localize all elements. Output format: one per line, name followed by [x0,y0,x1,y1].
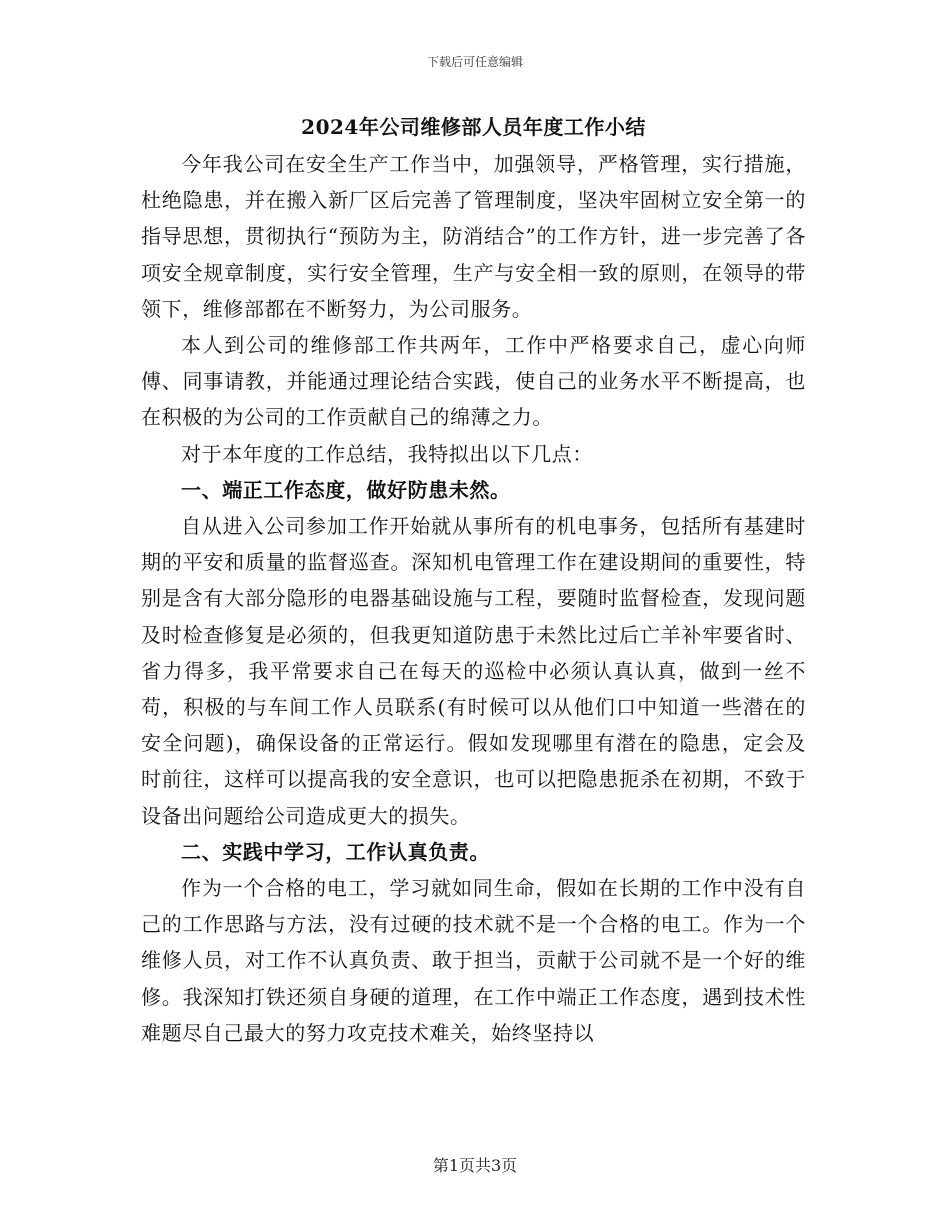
paragraph-section-1: 自从进入公司参加工作开始就从事所有的机电事务，包括所有基建时期的平安和质量的监督巡查。深知机电管理工作在建设期间的重要性，特别是含有大部分隐形的电器基础设施与工程，要随时监督检查，发现问题及时检查修复是必须的，但我更知道防患于未然比过后亡羊补牢要省时、省力得多，我平常要求自己在每天的巡检中必须认真认真，做到一丝不苟，积极的与车间工作人员联系(有时候可以从他们口中知道一些潜在的安全问题)，确保设备的正常运行。假如发现哪里有潜在的隐患，定会及时前往，这样可以提高我的安全意识，也可以把隐患扼杀在初期，不致于设备出问题给公司造成更大的损失。 [141,514,806,828]
page-header-note: 下载后可任意编辑 [426,55,523,69]
paragraph-experience: 本人到公司的维修部工作共两年，工作中严格要求自己，虚心向师傅、同事请教，并能通过理论结合实践，使自己的业务水平不断提高，也在积极的为公司的工作贡献自己的绵薄之力。 [141,333,806,430]
paragraph-intro: 今年我公司在安全生产工作当中，加强领导，严格管理，实行措施，杜绝隐患，并在搬入新厂区后完善了管理制度，坚决牢固树立安全第一的指导思想，贯彻执行“预防为主，防消结合”的工作方针，进一步完善了各项安全规章制度，实行安全管理，生产与安全相一致的原则，在领导的带领下，维修部都在不断努力，为公司服务。 [141,152,806,321]
section-heading-1: 一、端正工作态度，做好防患未然。 [181,477,511,502]
document-body [141,112,806,1051]
paragraph-summary-lead: 对于本年度的工作总结，我特拟出以下几点： [181,441,593,466]
document-title: 2024年公司维修部人员年度工作小结 [301,115,646,139]
paragraph-section-2: 作为一个合格的电工，学习就如同生命，假如在长期的工作中没有自己的工作思路与方法，没有过硬的技术就不是一个合格的电工。作为一个维修人员，对工作不认真负责、敢于担当，贡献于公司就不是一个好的维修。我深知打铁还须自身硬的道理，在工作中端正工作态度，遇到技术性难题尽自己最大的努力攻克技术难关，始终坚持以 [141,876,806,1045]
page-number: 第1页共3页 [432,1156,518,1175]
section-heading-2: 二、实践中学习，工作认真负责。 [181,839,490,864]
